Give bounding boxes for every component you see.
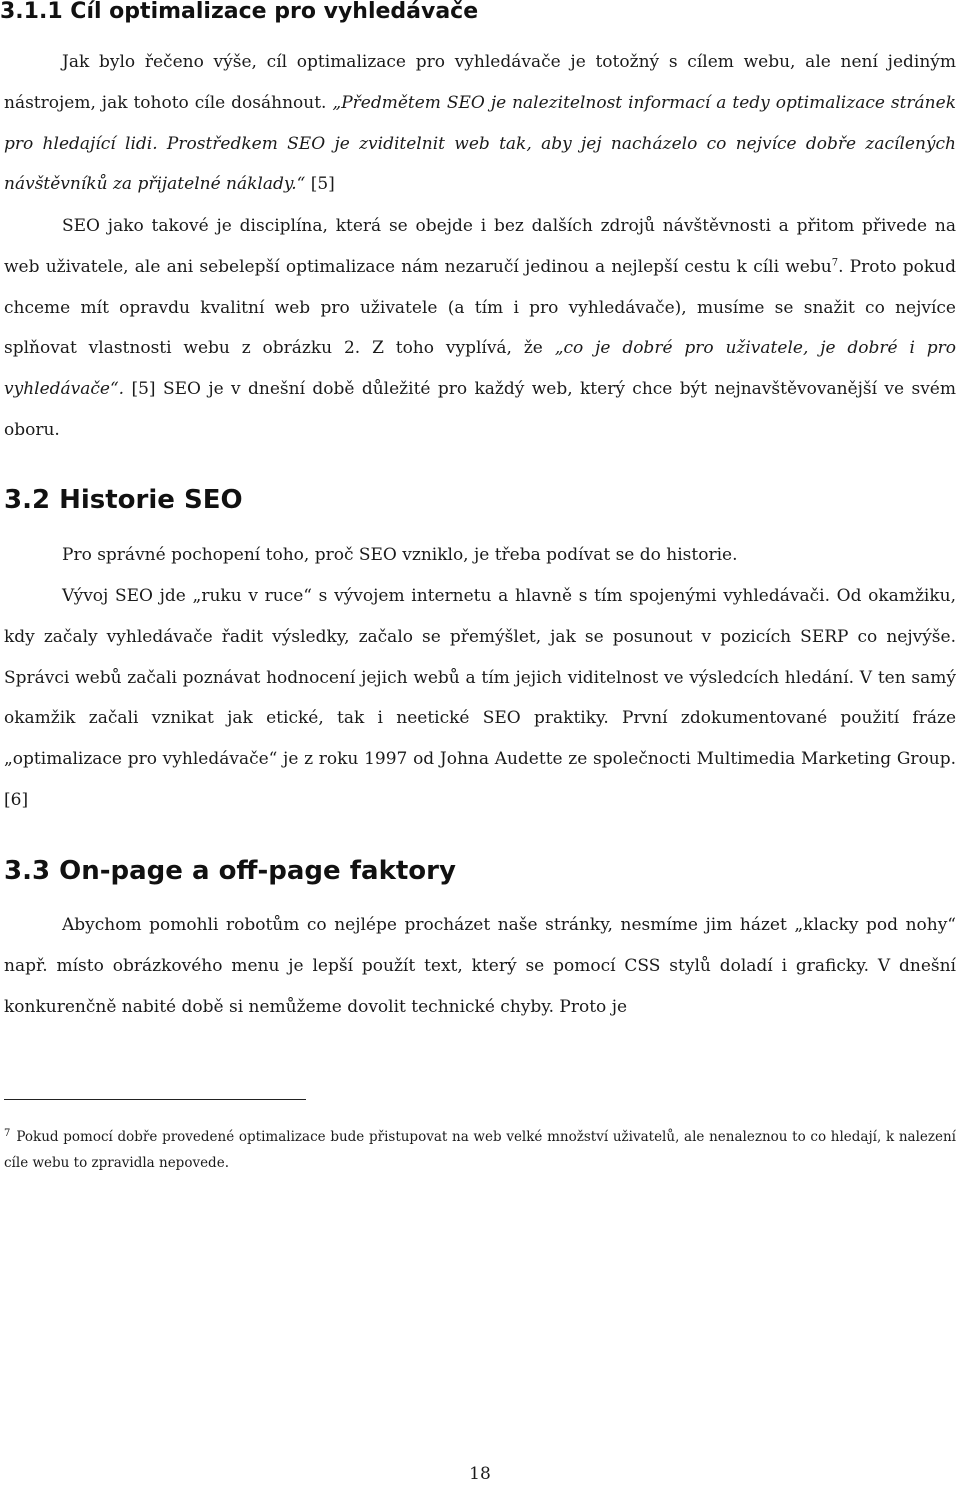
quote-users-search: „co je dobré pro uživatele, je dobré i pro vyhledávače“. xyxy=(4,338,956,400)
heading-3-1-1: 3.1.1 Cíl optimalizace pro vyhledávače xyxy=(0,0,479,24)
footnote-reference: 7 xyxy=(831,257,839,269)
heading-3-3: 3.3 On-page a off-page faktory xyxy=(4,856,456,886)
paragraph-3-2-intro: Pro správné pochopení toho, proč SEO vzniklo, je třeba podívat se do historie. xyxy=(62,545,738,565)
paragraph-3-1-1-intro: Jak bylo řečeno výše, cíl optimalizace pro vyhledávače je totožný s cílem webu, ale není jediným nástrojem, jak tohoto cíle dosáhnout. „Předmětem SEO je nalezitelnost informací a tedy optimalizace stránek pro hledající lidi. Prostředkem SEO je zviditelnit web tak, aby jej nacházelo co nejvíce dobře zacílených návštěvníků za přijatelné náklady.“ [5] xyxy=(4,52,956,195)
paragraph-3-2-body: Vývoj SEO jde „ruku v ruce“ s vývojem internetu a hlavně s tím spojenými vyhledávači. Od okamžiku, kdy začaly vyhledávače řadit výsledky, začalo se přemýšlet, jak se posunout v pozicích SERP co nejvýše. Správci webů začali poznávat hodnocení jejich webů a tím jejich viditelnost ve výsledcích hledání. V ten samý okamžik začali vznikat jak etické, tak i neetické SEO praktiky. První zdokumentované použití fráze „optimalizace pro vyhledávače“ je z roku 1997 od Johna Audette ze společnocti Multimedia Marketing Group. [6] xyxy=(4,586,956,810)
citation-5: [5] xyxy=(305,174,335,195)
page-number: 18 xyxy=(469,1464,491,1484)
paragraph-3-1-1-body: SEO jako takové je disciplína, která se obejde i bez dalších zdrojů návštěvnosti a přitom přivede na web uživatele, ale ani sebelepší optimalizace nám nezaručí jedinou a nejlepší cestu k cíli webu$^7$. Proto pokud chceme mít opravdu kvalitní web pro uživatele (a tím i pro vyhledávače), musíme se snažit co nejvíce splňovat vlastnosti webu z obrázku 2. Z toho vyplívá, že „co je dobré pro uživatele, je dobré i pro vyhledávače“. [5] SEO je v dnešní době důležité pro každý web, který chce být nejnavštěvovanější ve svém oboru. xyxy=(4,216,957,440)
paragraph-3-3-body: Abychom pomohli robotům co nejlépe procházet naše stránky, nesmíme jim házet „klacky pod nohy“ např. místo obrázkového menu je lepší použít text, který se pomocí CSS stylů doladí i graficky. V dnešní konkurenčně nabité době si nemůžeme dovolit technické chyby. Proto je xyxy=(4,915,956,1017)
footnote-mark: 7 xyxy=(4,1127,11,1139)
heading-3-2: 3.2 Historie SEO xyxy=(4,485,243,515)
footnote-text: Pokud pomocí dobře provedené optimalizace bude přistupovat na web velké množství uživatelů, ale nenaleznou to co hledají, k nalezení cíle webu to zpravidla nepovede. xyxy=(4,1129,956,1171)
quote-seo-definition: „Předmětem SEO je nalezitelnost informací a tedy optimalizace stránek pro hledající lidi. Prostředkem SEO je zviditelnit web tak, aby jej nacházelo co nejvíce dobře zacílených návštěvníků za přijatelné náklady.“ xyxy=(4,92,956,195)
footnote xyxy=(4,1124,956,1176)
footnote-separator xyxy=(4,1099,306,1100)
